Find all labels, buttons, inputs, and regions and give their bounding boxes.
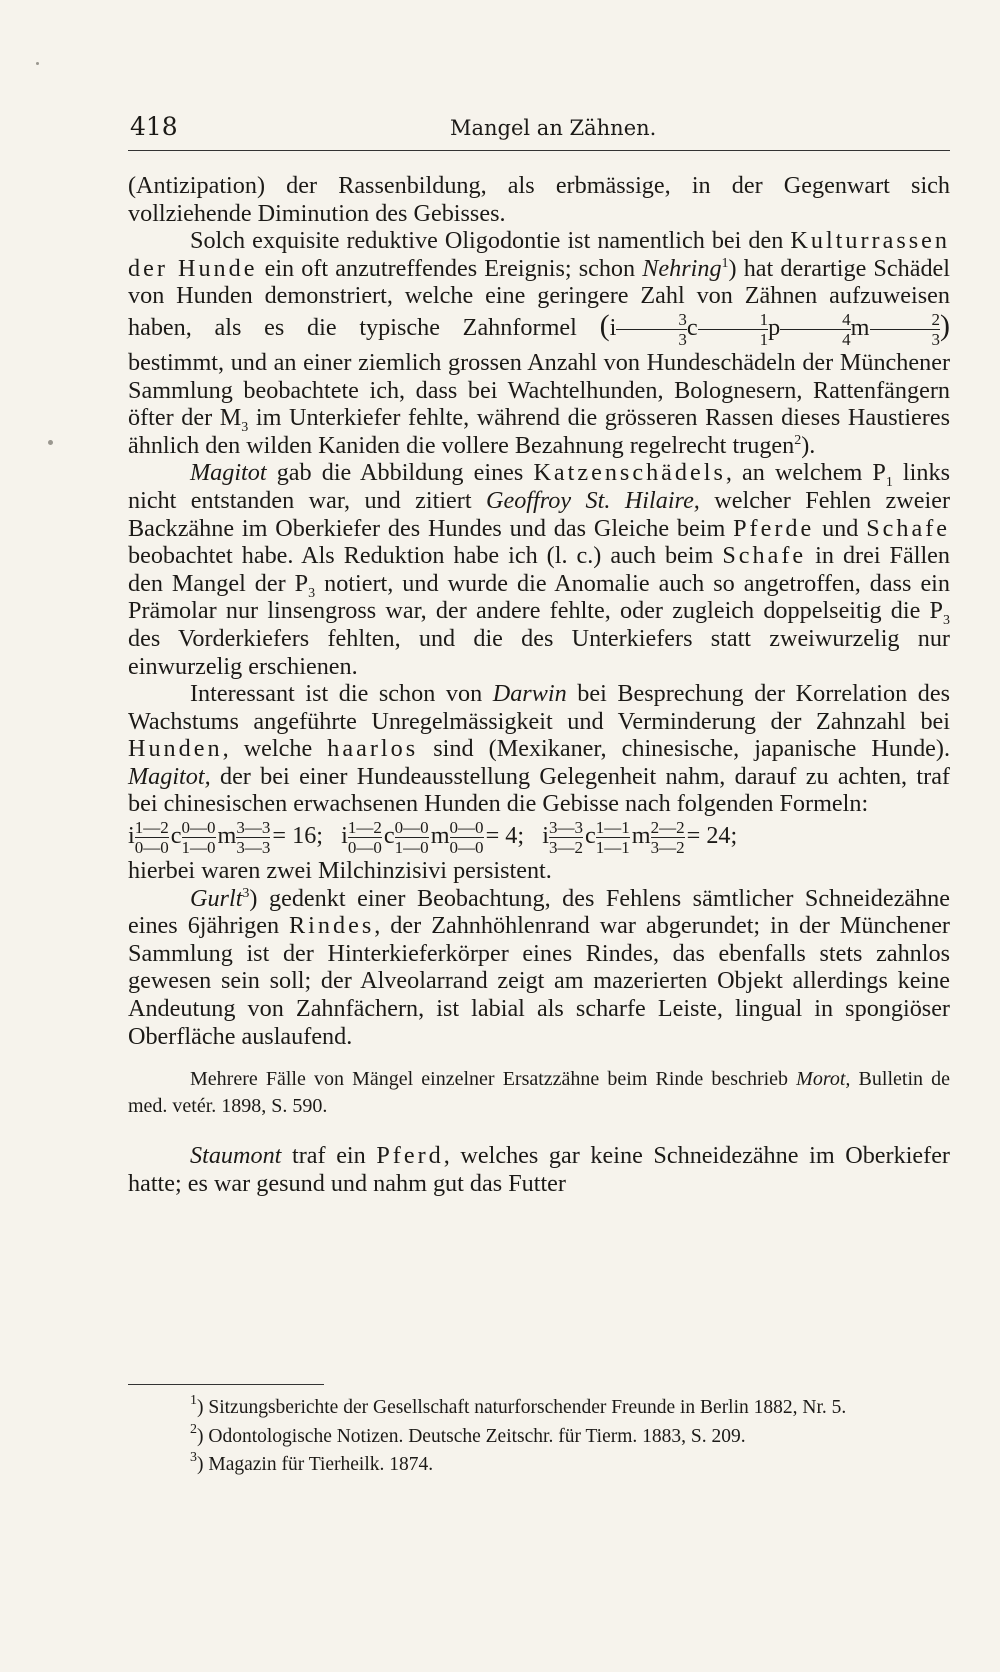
paper-speck xyxy=(48,440,53,445)
footnote-ref: 3 xyxy=(242,885,250,901)
paper-speck xyxy=(36,62,39,65)
body-text xyxy=(128,172,950,1197)
paragraph: Magitot gab die Abbildung eines Katzenschädels, an welchem $P_1$ links nicht entstanden war, und zitiert Geoffroy St. Hilaire, welcher Fehlen zweier Backzähne im Oberkiefer des Hundes und das Gleiche beim Pferde und Schafe beobachtet habe. Als Reduktion habe ich (l. c.) auch beim Schafe in drei Fällen den Mangel der $P_3$ notiert, und wurde die Anomalie auch so angetroffen, dass ein Prämolar nur linsengross war, der andere fehlte, oder zugleich doppelseitig die $P_3$ des Vorderkiefers fehlten, und die des Unterkiefers statt zweiwurzelig nur einwurzelig erschienen. xyxy=(128,459,951,680)
formula-line xyxy=(128,818,950,857)
running-title: Mangel an Zähnen. xyxy=(450,116,657,140)
header-rule xyxy=(128,150,950,151)
tooth-formula: (i $\frac{3}{3}$ c $\frac{1}{1}$ p $\frac{4}{4}$ m $\frac{2}{3}$ ) xyxy=(599,309,950,349)
formula: i $\frac{1—2}{0—0}$ c $\frac{0—0}{1—0}$ m $\frac{0—0}{0—0}$ = 4; xyxy=(341,818,525,858)
footnote-ref: 1 xyxy=(721,255,729,271)
paragraph: Staumont traf ein Pferd, welches gar keine Schneidezähne im Oberkiefer hatte; es war gesund und nahm gut das Futter xyxy=(128,1142,950,1197)
footnotes xyxy=(128,1394,950,1480)
paragraph: Gurlt$^3$) gedenkt einer Beobachtung, des Fehlens sämtlicher Schneidezähne eines 6jährigen Rindes, der Zahnhöhlenrand war abgerundet; in der Münchener Sammlung ist der Hinterkieferkörper eines Rindes, das ebenfalls stets zahnlos gewesen sein soll; der Alveolarrand zeigt am mazerierten Objekt allerdings keine Andeutung von Zahnfächern, ist labial als scharfe Leiste, lingual in spongiöser Oberfläche auslaufend. xyxy=(128,884,950,1050)
footnote: $^3$) Magazin für Tierheilk. 1874. xyxy=(190,1450,434,1475)
footnote-rule xyxy=(128,1384,324,1385)
page-header xyxy=(130,112,950,152)
footnote-ref: 2 xyxy=(794,432,802,448)
paragraph: hierbei waren zwei Milchinzisivi persistent. xyxy=(128,857,552,885)
footnote: $^2$) Odontologische Notizen. Deutsche Zeitschr. für Tierm. 1883, S. 209. xyxy=(190,1421,746,1447)
formula: i $\frac{1—2}{0—0}$ c $\frac{0—0}{1—0}$ m $\frac{3—3}{3—3}$ = 16; xyxy=(128,818,324,858)
small-print-note: Mehrere Fälle von Mängel einzelner Ersatzzähne beim Rinde beschrieb Morot, Bulletin de med. vetér. 1898, S. 590. xyxy=(128,1068,950,1118)
paragraph: Interessant ist die schon von Darwin bei Besprechung der Korrelation des Wachstums angeführte Unregelmässigkeit und Verminderung der Zahnzahl bei Hunden, welche haarlos sind (Mexikaner, chinesische, japanische Hunde). Magitot, der bei einer Hundeausstellung Gelegenheit nahm, darauf zu achten, traf bei chinesischen erwachsenen Hunden die Gebisse nach folgenden Formeln: xyxy=(128,680,951,818)
paragraph: (Antizipation) der Rassenbildung, als erbmässige, in der Gegenwart sich vollziehende Diminution des Gebisses. xyxy=(128,172,950,227)
formula: i $\frac{3—3}{3—2}$ c $\frac{1—1}{1—1}$ m $\frac{2—2}{3—2}$ = 24; xyxy=(542,818,738,858)
page-number: 418 xyxy=(130,112,178,141)
paragraph: Solch exquisite reduktive Oligodontie ist namentlich bei den Kulturrassen der Hunde ein oft anzutreffendes Ereignis; schon Nehring$^1$) hat derartige Schädel von Hunden demonstriert, welche eine geringere Zahl von Zähnen aufzuweisen haben, als es die typische Zahnformel (i $\frac{3}{3}$ c $\frac{1}{1}$ p $\frac{4}{4}$ m $\frac{2}{3}$ ) bestimmt, und an einer ziemlich grossen Anzahl von Hundeschädeln der Münchener Sammlung beobachtete ich, dass bei Wachtelhunden, Bolognesern, Rattenfängern öfter der $M_3$ im Unterkiefer fehlte, während die grösseren Rassen dieses Haustieres ähnlich den wilden Kaniden die vollere Bezahnung regelrecht trugen$^2$). xyxy=(128,227,950,459)
footnote: $^1$) Sitzungsberichte der Gesellschaft naturforschender Freunde in Berlin 1882, Nr. 5. xyxy=(190,1393,847,1418)
